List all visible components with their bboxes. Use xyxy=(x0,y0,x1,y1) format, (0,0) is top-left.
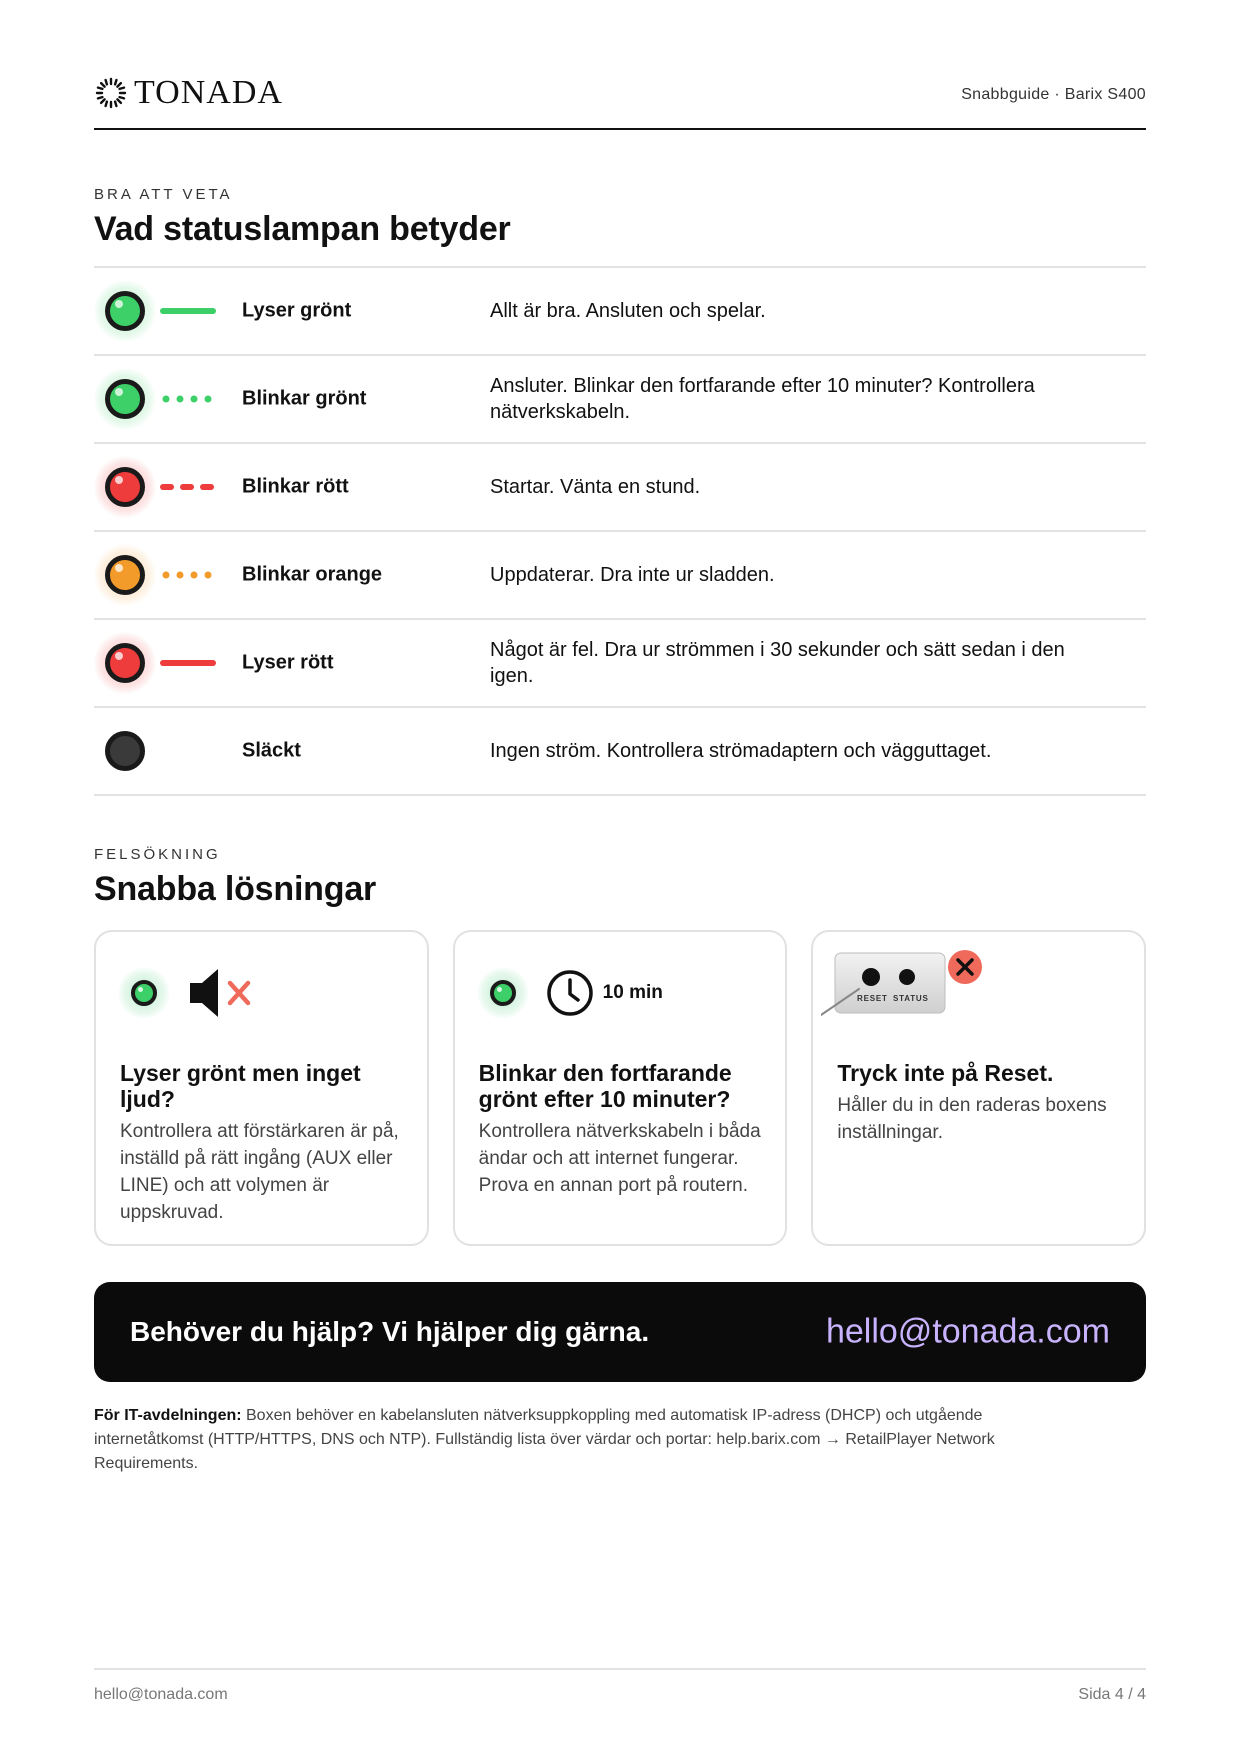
status-description: Allt är bra. Ansluten och spelar. xyxy=(490,300,766,322)
it-note-text: Boxen behöver en kabelansluten nätverksuppkoppling med automatisk IP-adress (DHCP) och utgående internetåtkomst (HTTP/HTTPS, DNS och NTP). Fullständig lista över värdar och portar: help.barix.com → RetailPlayer Network Requirements. xyxy=(94,1407,995,1472)
solution-cards xyxy=(94,930,1146,1246)
card-do-not-reset xyxy=(811,930,1146,1246)
status-row xyxy=(94,532,1146,620)
status-name: Lyser grönt xyxy=(242,299,352,322)
status-name: Blinkar rött xyxy=(242,475,349,498)
card-title: Blinkar den fortfarande grönt efter 10 minuter? xyxy=(478,1060,732,1112)
reset-button-icon xyxy=(821,943,991,1023)
speaker-muted-icon xyxy=(186,963,258,1023)
help-banner xyxy=(94,1282,1146,1382)
card-icons xyxy=(821,950,991,1016)
it-note-label: För IT-avdelningen: xyxy=(94,1407,242,1424)
status-heading: Vad statuslampan betyder xyxy=(94,210,511,248)
document-subtitle: Snabbguide · Barix S400 xyxy=(961,86,1146,103)
status-led-icon xyxy=(94,544,156,606)
page-number: Sida 4 / 4 xyxy=(1078,1686,1146,1703)
status-description: Ingen ström. Kontrollera strömadaptern och vägguttaget. xyxy=(490,740,992,762)
status-description: Uppdaterar. Dra inte ur sladden. xyxy=(490,564,775,586)
help-text: Behöver du hjälp? Vi hjälper dig gärna. xyxy=(130,1316,650,1347)
status-led-icon xyxy=(94,368,156,430)
status-led-icon xyxy=(94,280,156,342)
sunburst-logo-icon xyxy=(94,76,128,110)
page-footer xyxy=(94,1668,1146,1703)
footer-email: hello@tonada.com xyxy=(94,1686,228,1703)
status-table xyxy=(94,266,1146,796)
status-description: Ansluter. Blinkar den fortfarande efter 10 minuter? Kontrollera nätverkskabeln. xyxy=(490,375,1035,423)
card-still-blinking xyxy=(453,930,788,1246)
brand-name: TONADA xyxy=(134,74,283,111)
brand-logo xyxy=(94,74,283,112)
status-row xyxy=(94,356,1146,444)
status-row xyxy=(94,620,1146,708)
status-name: Släckt xyxy=(242,739,301,762)
page-header xyxy=(94,74,1146,130)
blink-pattern-icon xyxy=(160,570,216,580)
green-led-icon xyxy=(477,967,529,1019)
status-description: Startar. Vänta en stund. xyxy=(490,476,701,498)
status-led-icon xyxy=(94,720,156,782)
status-led-icon xyxy=(94,456,156,518)
time-badge: 10 min xyxy=(602,982,663,1003)
card-no-sound xyxy=(94,930,429,1246)
card-title: Lyser grönt men inget ljud? xyxy=(120,1060,361,1112)
status-name: Blinkar grönt xyxy=(242,387,367,410)
page xyxy=(94,0,1146,1755)
card-icons xyxy=(118,960,258,1026)
status-row xyxy=(94,708,1146,796)
green-led-icon xyxy=(118,967,170,1019)
status-name: Lyser rött xyxy=(242,651,334,674)
status-row xyxy=(94,444,1146,532)
status-eyebrow: BRA ATT VETA xyxy=(94,186,233,203)
blink-pattern-icon xyxy=(160,306,216,316)
card-text: Håller du in den raderas boxens inställningar. xyxy=(837,1095,1107,1143)
clock-icon xyxy=(545,968,595,1018)
blink-pattern-icon xyxy=(160,482,216,492)
reset-label: RESET xyxy=(857,994,889,1003)
it-note xyxy=(94,1404,1094,1476)
status-name: Blinkar orange xyxy=(242,563,383,586)
blink-pattern-icon xyxy=(160,658,216,668)
status-description: Något är fel. Dra ur strömmen i 30 sekunder och sätt sedan i den igen. xyxy=(490,639,1065,687)
status-label: STATUS xyxy=(893,994,929,1003)
card-icons xyxy=(477,960,663,1026)
card-title: Tryck inte på Reset. xyxy=(837,1060,1054,1086)
help-email-link[interactable]: hello@tonada.com xyxy=(825,1312,1110,1351)
card-text: Kontrollera att förstärkaren är på, inställd på rätt ingång (AUX eller LINE) och att volymen är uppskruvad. xyxy=(120,1121,399,1223)
blink-pattern-icon xyxy=(160,394,216,404)
troubleshooting-eyebrow: FELSÖKNING xyxy=(94,846,221,863)
troubleshooting-heading: Snabba lösningar xyxy=(94,870,377,908)
card-text: Kontrollera nätverkskabeln i båda ändar och att internet fungerar. Prova en annan port på routern. xyxy=(478,1121,761,1196)
status-row xyxy=(94,268,1146,356)
status-led-icon xyxy=(94,632,156,694)
